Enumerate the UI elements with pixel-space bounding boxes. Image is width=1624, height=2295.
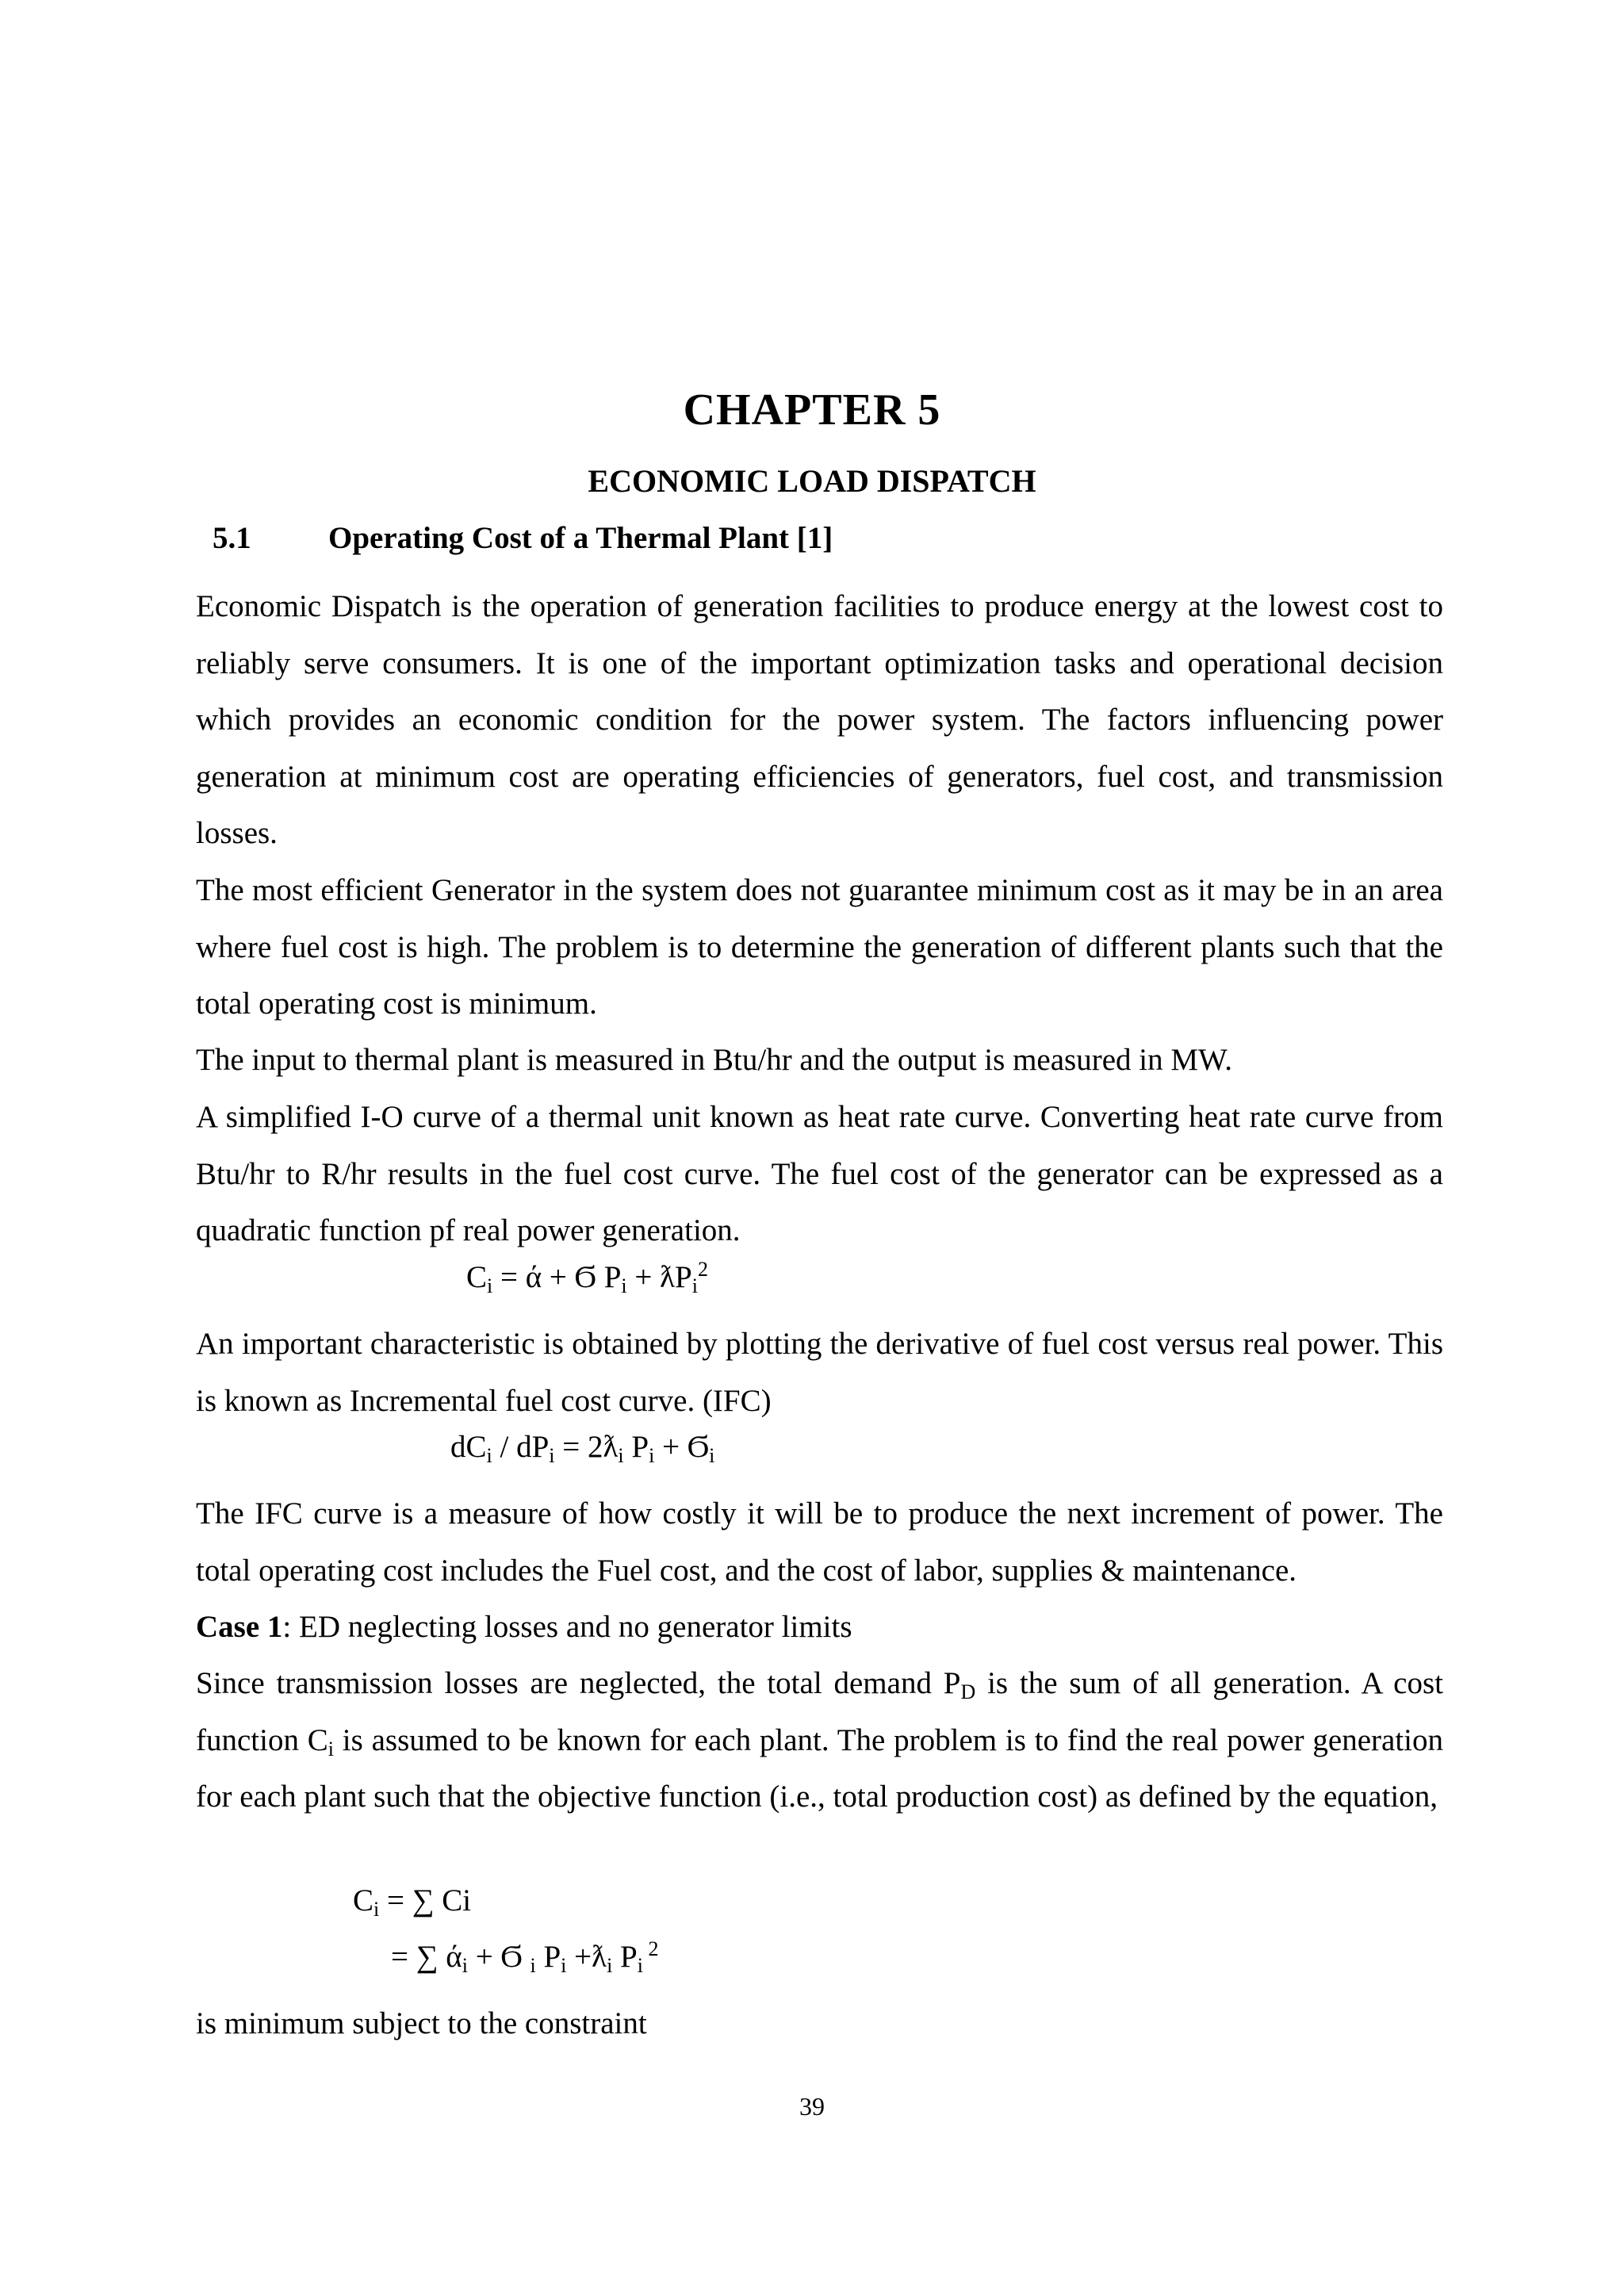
chapter-subtitle: ECONOMIC LOAD DISPATCH bbox=[588, 463, 1036, 499]
eq3-term: = ∑ Ci bbox=[379, 1883, 472, 1918]
eq4-term: +ƛ bbox=[566, 1940, 607, 1974]
eq4-sub: i bbox=[561, 1954, 567, 1977]
eq1-term: C bbox=[466, 1260, 488, 1294]
equation-fuel-cost bbox=[466, 1259, 708, 1295]
eq2-sub: i bbox=[618, 1444, 624, 1467]
equation-total-cost-expanded bbox=[391, 1939, 658, 1975]
eq2-sub: i bbox=[549, 1444, 555, 1467]
eq2-sub: i bbox=[486, 1444, 492, 1467]
eq4-sub: i bbox=[637, 1954, 643, 1977]
page-number: 39 bbox=[799, 2092, 825, 2121]
section-title: Operating Cost of a Thermal Plant [1] bbox=[328, 521, 833, 555]
eq3-sub: i bbox=[373, 1898, 380, 1921]
paragraph-4: A simplified I-O curve of a thermal unit known as heat rate curve. Converting heat rate curve from Btu/hr to R/hr results in the fuel cost curve. The fuel cost of the generator can be expressed as a quadratic function pf real power generation. bbox=[196, 1100, 1443, 1247]
eq1-sub: i bbox=[691, 1274, 698, 1297]
eq4-sub: i bbox=[530, 1954, 536, 1977]
paragraph-2: The most efficient Generator in the system does not guarantee minimum cost as it may be in an area where fuel cost is high. The problem is to determine the generation of different plants such that the total operating cost is minimum. bbox=[196, 873, 1443, 1021]
eq4-term: P bbox=[535, 1940, 561, 1974]
eq2-sub: i bbox=[709, 1444, 715, 1467]
eq3-term: C bbox=[353, 1883, 374, 1918]
equation-incremental-cost bbox=[450, 1429, 714, 1465]
eq2-term: = 2ƛ bbox=[554, 1430, 619, 1464]
eq2-term: P bbox=[623, 1430, 649, 1464]
eq2-term: + Ϭ bbox=[654, 1430, 710, 1464]
paragraph-6: The IFC curve is a measure of how costly it will be to produce the next increment of power. The total operating cost includes the Fuel cost, and the cost of labor, supplies & maintenance. bbox=[196, 1496, 1443, 1588]
paragraph-7 bbox=[196, 1655, 1443, 1826]
eq4-term: P bbox=[612, 1940, 638, 1974]
section-number: 5.1 bbox=[213, 521, 251, 555]
p7-text: is assumed to be known for each plant. The problem is to find the real power generation for each plant such that the objective function (i.e., total production cost) as defined by the equation, bbox=[196, 1722, 1443, 1814]
eq1-term: = ά + Ϭ P bbox=[492, 1260, 622, 1294]
section-heading bbox=[213, 520, 833, 556]
chapter-title: CHAPTER 5 bbox=[683, 385, 941, 435]
case-heading bbox=[196, 1599, 1443, 1656]
paragraph-5: An important characteristic is obtained by plotting the derivative of fuel cost versus real power. This is known as Incremental fuel cost curve. (IFC) bbox=[196, 1327, 1443, 1418]
eq2-sub: i bbox=[649, 1444, 655, 1467]
eq4-sub: i bbox=[462, 1954, 468, 1977]
eq1-term: + ƛP bbox=[626, 1260, 692, 1294]
equation-total-cost bbox=[353, 1883, 472, 1921]
case-label: Case 1 bbox=[196, 1610, 283, 1644]
p7-text: Since transmission losses are neglected, the total demand P bbox=[196, 1666, 961, 1700]
p7-text: is the sum of all generation. A cost function C bbox=[196, 1666, 1443, 1757]
paragraph-8: is minimum subject to the constraint bbox=[196, 2006, 647, 2040]
eq2-term: dC bbox=[450, 1430, 487, 1464]
paragraph-1: Economic Dispatch is the operation of generation facilities to produce energy at the lowest cost to reliably serve consumers. It is one of the important optimization tasks and operational decision which provides an economic condition for the power system. The factors influencing power generation at minimum cost are operating efficiencies of generators, fuel cost, and transmission losses. bbox=[196, 589, 1443, 850]
eq1-sup: 2 bbox=[697, 1258, 708, 1281]
eq1-sub: i bbox=[487, 1274, 493, 1297]
eq4-sub: i bbox=[607, 1954, 613, 1977]
p7-sub: D bbox=[960, 1680, 976, 1703]
eq1-sub: i bbox=[621, 1274, 627, 1297]
eq2-term: / dP bbox=[492, 1430, 550, 1464]
eq4-sup: 2 bbox=[642, 1937, 659, 1960]
p7-sub: i bbox=[327, 1737, 335, 1761]
case-text: : ED neglecting losses and no generator limits bbox=[282, 1610, 852, 1644]
eq4-term: + Ϭ bbox=[467, 1940, 530, 1974]
eq4-term: = ∑ ά bbox=[391, 1940, 462, 1974]
paragraph-3: The input to thermal plant is measured in Btu/hr and the output is measured in MW. bbox=[196, 1043, 1232, 1077]
